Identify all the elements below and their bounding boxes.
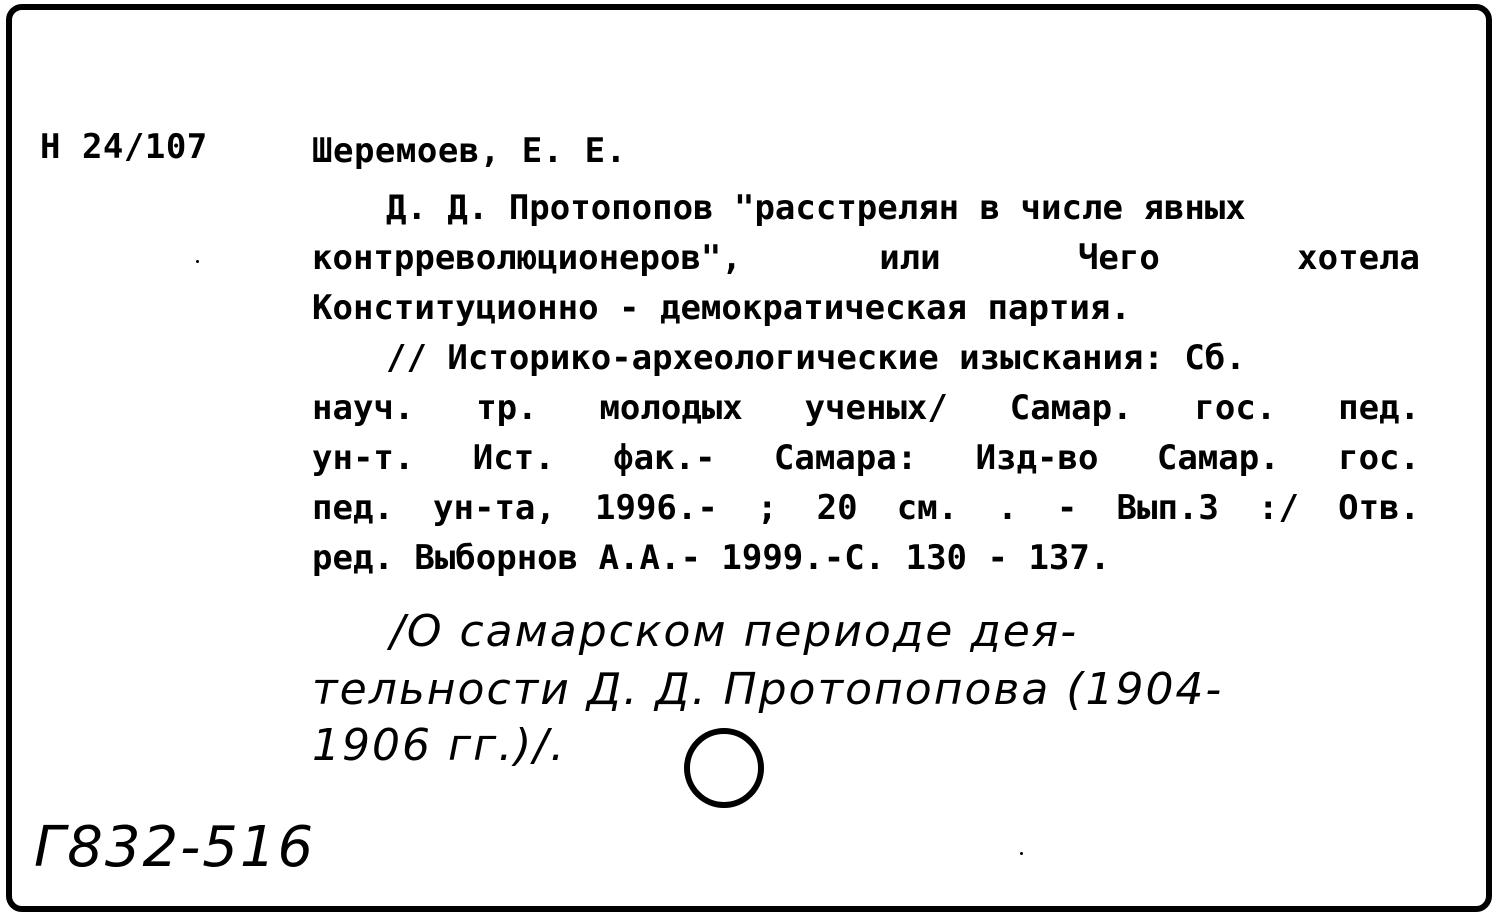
handwritten-annotation-line: /О самарском периоде дея- [390, 606, 1079, 657]
description-line: ун-т. Ист. фак.- Самара: Изд-во Самар. гос. [312, 438, 1420, 478]
description-line: науч. тр. молодых ученых/ Самар. гос. пед. [312, 388, 1420, 428]
speck-mark [196, 260, 199, 263]
speck-mark [1020, 852, 1023, 855]
handwritten-annotation-line: 1906 гг.)/. [312, 720, 567, 771]
description-line: Конституционно - демократическая партия. [312, 288, 1131, 328]
shelfmark: Н 24/107 [40, 127, 208, 167]
description-line: // Историко-археологические изыскания: Сб. [386, 338, 1246, 378]
punch-hole [684, 728, 764, 808]
author-heading: Шеремоев, Е. Е. [312, 131, 627, 171]
description-line: пед. ун-та, 1996.- ; 20 см. . - Вып.3 :/ Отв. [312, 488, 1420, 528]
handwritten-annotation-line: тельности Д. Д. Протопопова (1904- [312, 664, 1224, 715]
description-line: контрреволюционеров", или Чего хотела [312, 238, 1420, 278]
description-line: ред. Выборнов А.А.- 1999.-С. 130 - 137. [312, 538, 1111, 578]
inventory-number: Г832-516 [34, 815, 316, 880]
description-line: Д. Д. Протопопов "расстрелян в числе явных [386, 188, 1246, 228]
